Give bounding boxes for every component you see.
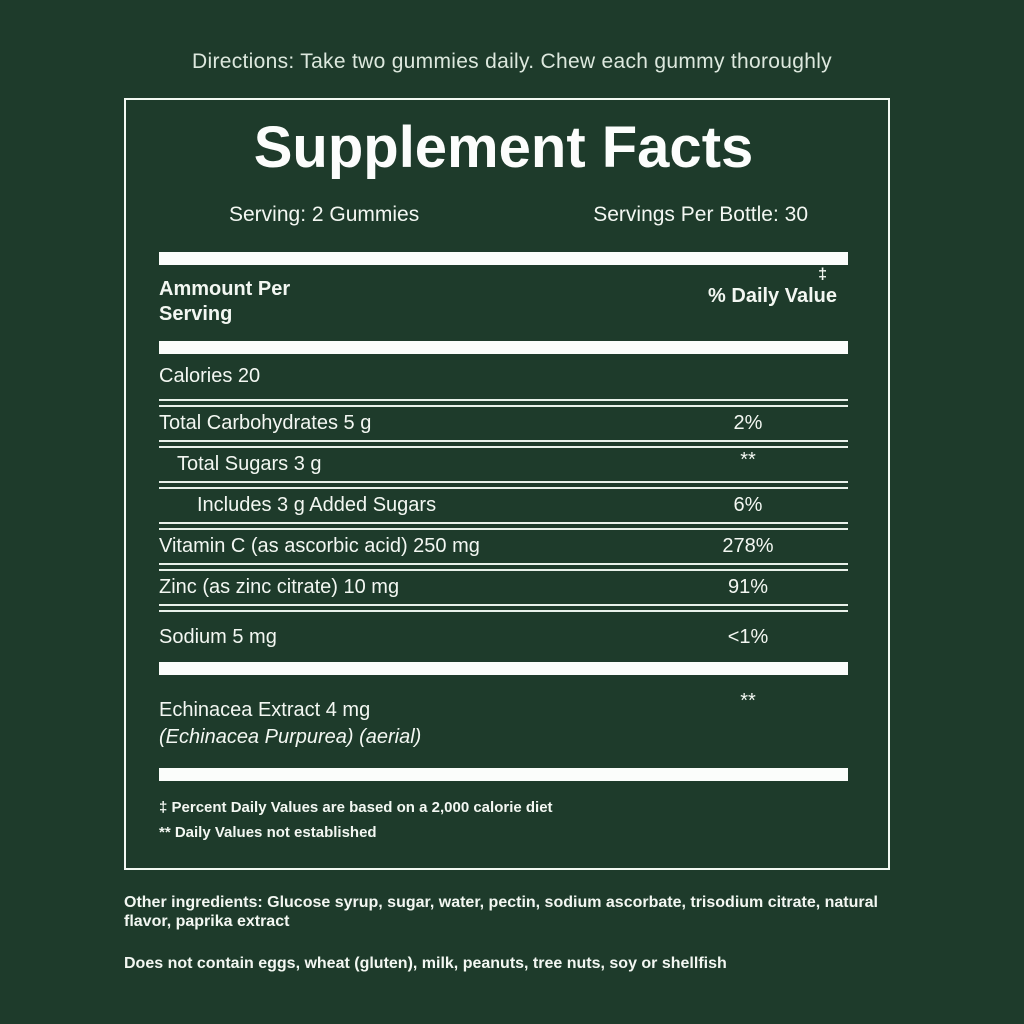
row-separator <box>159 563 848 571</box>
thick-divider-header <box>159 341 848 354</box>
row-separator <box>159 481 848 489</box>
nutrient-row-zinc <box>159 571 848 604</box>
thick-divider-mid <box>159 662 848 675</box>
footnotes <box>159 799 848 841</box>
nutrient-value: ** <box>740 690 756 712</box>
nutrient-value: 6% <box>733 494 763 516</box>
amount-per-serving-label: Ammount Per Serving <box>159 278 291 325</box>
nutrient-row-total-sugars <box>159 448 848 481</box>
nutrient-value: 91% <box>727 576 769 598</box>
nutrient-label: Includes 3 g Added Sugars <box>197 494 437 516</box>
footnote-not-established: ** Daily Values not established <box>159 824 377 841</box>
nutrient-value: 2% <box>733 412 763 434</box>
daily-value-label: % Daily Value <box>708 285 837 307</box>
allergen-statement-text: Does not contain eggs, wheat (gluten), milk, peanuts, tree nuts, soy or shellfish <box>124 955 727 972</box>
row-separator <box>159 522 848 530</box>
row-separator <box>159 399 848 407</box>
nutrient-row-vitamin-c <box>159 530 848 563</box>
row-separator <box>159 604 848 612</box>
row-separator <box>159 440 848 448</box>
thick-divider-top <box>159 252 848 265</box>
table-header-row <box>159 265 848 341</box>
nutrient-label: Total Carbohydrates 5 g <box>159 412 372 434</box>
nutrient-value: <1% <box>727 625 769 648</box>
nutrient-value: 278% <box>722 535 774 557</box>
daily-value-footnote-mark: ‡ <box>818 266 827 283</box>
nutrient-value: ** <box>740 448 756 471</box>
serving-info-row <box>159 203 848 227</box>
nutrient-row-calories <box>159 354 848 399</box>
nutrient-label: Sodium 5 mg <box>159 625 277 648</box>
nutrient-row-carbohydrates <box>159 407 848 440</box>
nutrient-botanical-detail: (Echinacea Purpurea) (aerial) <box>159 726 422 748</box>
daily-value-header <box>708 267 848 341</box>
nutrient-row-sodium <box>159 612 848 662</box>
nutrient-label: Vitamin C (as ascorbic acid) 250 mg <box>159 535 480 557</box>
other-ingredients-text: Other ingredients: Glucose syrup, sugar, water, pectin, sodium ascorbate, trisodium citrate, natural flavor, paprika extract <box>124 894 878 930</box>
thick-divider-bottom <box>159 768 848 781</box>
supplement-facts-panel <box>124 98 890 870</box>
nutrient-row-added-sugars <box>159 489 848 522</box>
directions-text: Directions: Take two gummies daily. Chew each gummy thoroughly <box>192 50 832 73</box>
footnote-daily-values: ‡ Percent Daily Values are based on a 2,000 calorie diet <box>159 799 553 816</box>
nutrient-row-echinacea <box>159 675 848 768</box>
servings-per-bottle: Servings Per Bottle: 30 <box>593 203 808 226</box>
panel-title: Supplement Facts <box>253 115 754 180</box>
serving-size: Serving: 2 Gummies <box>229 203 420 226</box>
nutrient-label: Total Sugars 3 g <box>177 453 322 475</box>
nutrient-label: Calories 20 <box>159 365 261 387</box>
nutrient-label: Echinacea Extract 4 mg <box>159 699 371 721</box>
nutrient-label: Zinc (as zinc citrate) 10 mg <box>159 576 400 598</box>
